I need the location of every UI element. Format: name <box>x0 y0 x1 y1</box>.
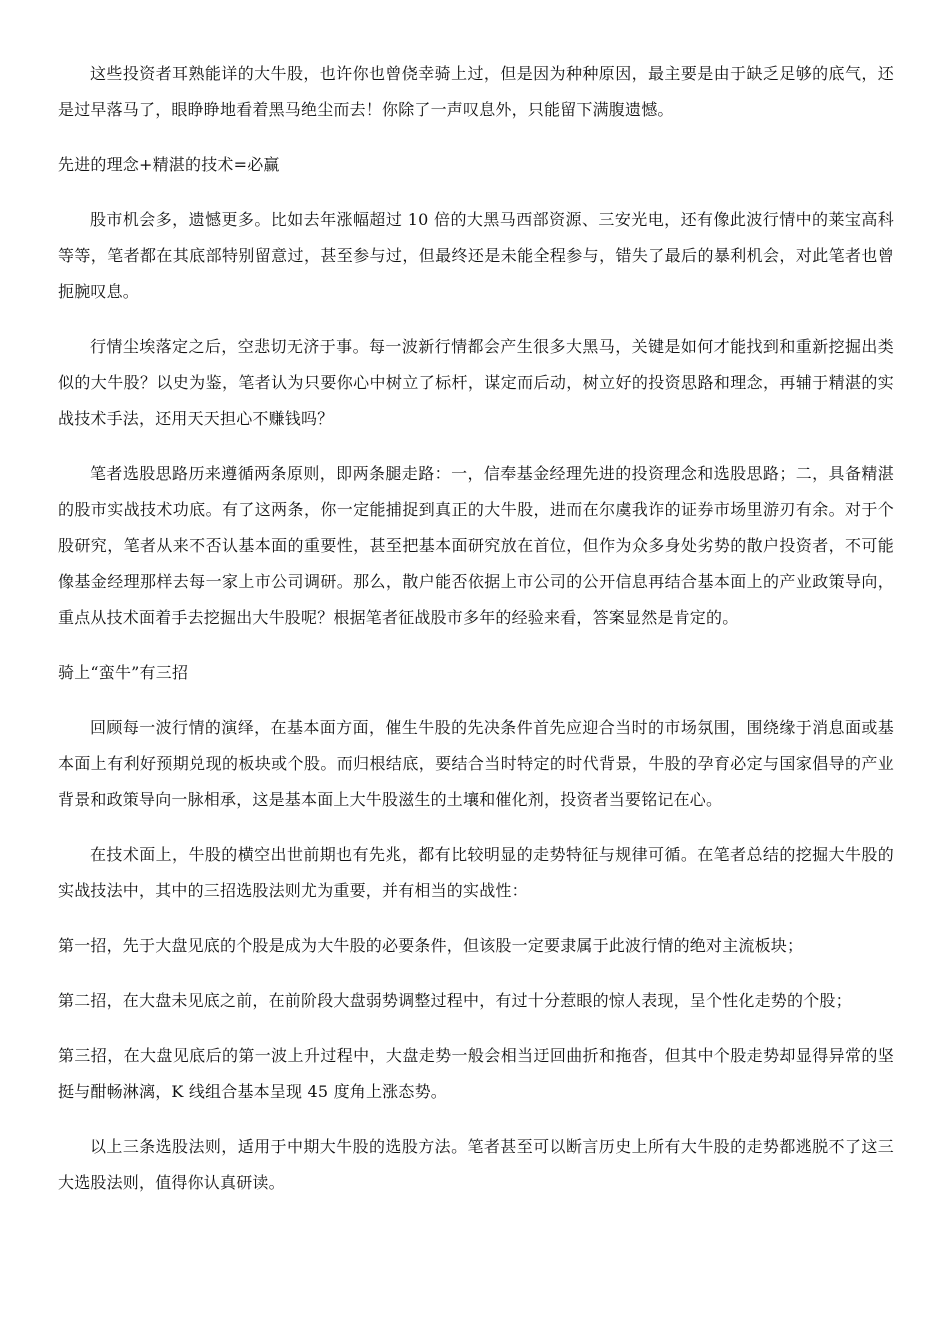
document-page <box>58 56 894 1220</box>
section-heading-concept: 先进的理念+精湛的技术=必赢 <box>58 155 280 174</box>
rule-third: 第三招，在大盘见底后的第一波上升过程中，大盘走势一般会相当迂回曲折和拖沓，但其中个股走势却显得异常的坚挺与酣畅淋漓，K 线组合基本呈现 45 度角上涨态势。 <box>58 1046 894 1101</box>
paragraph-regrets: 股市机会多，遗憾更多。比如去年涨幅超过 10 倍的大黑马西部资源、三安光电，还有像此波行情中的莱宝高科等等，笔者都在其底部特别留意过，甚至参与过，但最终还是未能全程参与，错失了最后的暴利机会，对此笔者也曾扼腕叹息。 <box>58 210 894 301</box>
paragraph-fundamentals: 回顾每一波行情的演绎，在基本面方面，催生牛股的先决条件首先应迎合当时的市场氛围，围绕缘于消息面或基本面上有利好预期兑现的板块或个股。而归根结底，要结合当时特定的时代背景，牛股的孕育必定与国家倡导的产业背景和政策导向一脉相承，这是基本面上大牛股滋生的土壤和催化剂，投资者当要铭记在心。 <box>58 718 894 809</box>
paragraph-principles: 笔者选股思路历来遵循两条原则，即两条腿走路：一，信奉基金经理先进的投资理念和选股思路；二，具备精湛的股市实战技术功底。有了这两条，你一定能捕捉到真正的大牛股，进而在尔虞我诈的证券市场里游刃有余。对于个股研究，笔者从来不否认基本面的重要性，甚至把基本面研究放在首位，但作为众多身处劣势的散户投资者，不可能像基金经理那样去每一家上市公司调研。那么，散户能否依据上市公司的公开信息再结合基本面上的产业政策导向，重点从技术面着手去挖掘出大牛股呢？根据笔者征战股市多年的经验来看，答案显然是肯定的。 <box>58 464 894 627</box>
rule-first: 第一招，先于大盘见底的个股是成为大牛股的必要条件，但该股一定要隶属于此波行情的绝对主流板块； <box>58 936 804 955</box>
paragraph-conclusion: 以上三条选股法则，适用于中期大牛股的选股方法。笔者甚至可以断言历史上所有大牛股的走势都逃脱不了这三大选股法则，值得你认真研读。 <box>58 1137 894 1192</box>
section-heading-three-moves: 骑上“蛮牛”有三招 <box>58 663 189 682</box>
paragraph-intro: 这些投资者耳熟能详的大牛股，也许你也曾侥幸骑上过，但是因为种种原因，最主要是由于缺乏足够的底气，还是过早落马了，眼睁睁地看着黑马绝尘而去！你除了一声叹息外，只能留下满腹遗憾。 <box>58 64 894 119</box>
rule-second: 第二招，在大盘未见底之前，在前阶段大盘弱势调整过程中，有过十分惹眼的惊人表现，呈个性化走势的个股； <box>58 991 852 1010</box>
paragraph-technicals: 在技术面上，牛股的横空出世前期也有先兆，都有比较明显的走势特征与规律可循。在笔者总结的挖掘大牛股的实战技法中，其中的三招选股法则尤为重要，并有相当的实战性： <box>58 845 894 900</box>
paragraph-lessons: 行情尘埃落定之后，空悲切无济于事。每一波新行情都会产生很多大黑马，关键是如何才能找到和重新挖掘出类似的大牛股？以史为鉴，笔者认为只要你心中树立了标杆，谋定而后动，树立好的投资思路和理念，再辅于精湛的实战技术手法，还用天天担心不赚钱吗？ <box>58 337 894 428</box>
